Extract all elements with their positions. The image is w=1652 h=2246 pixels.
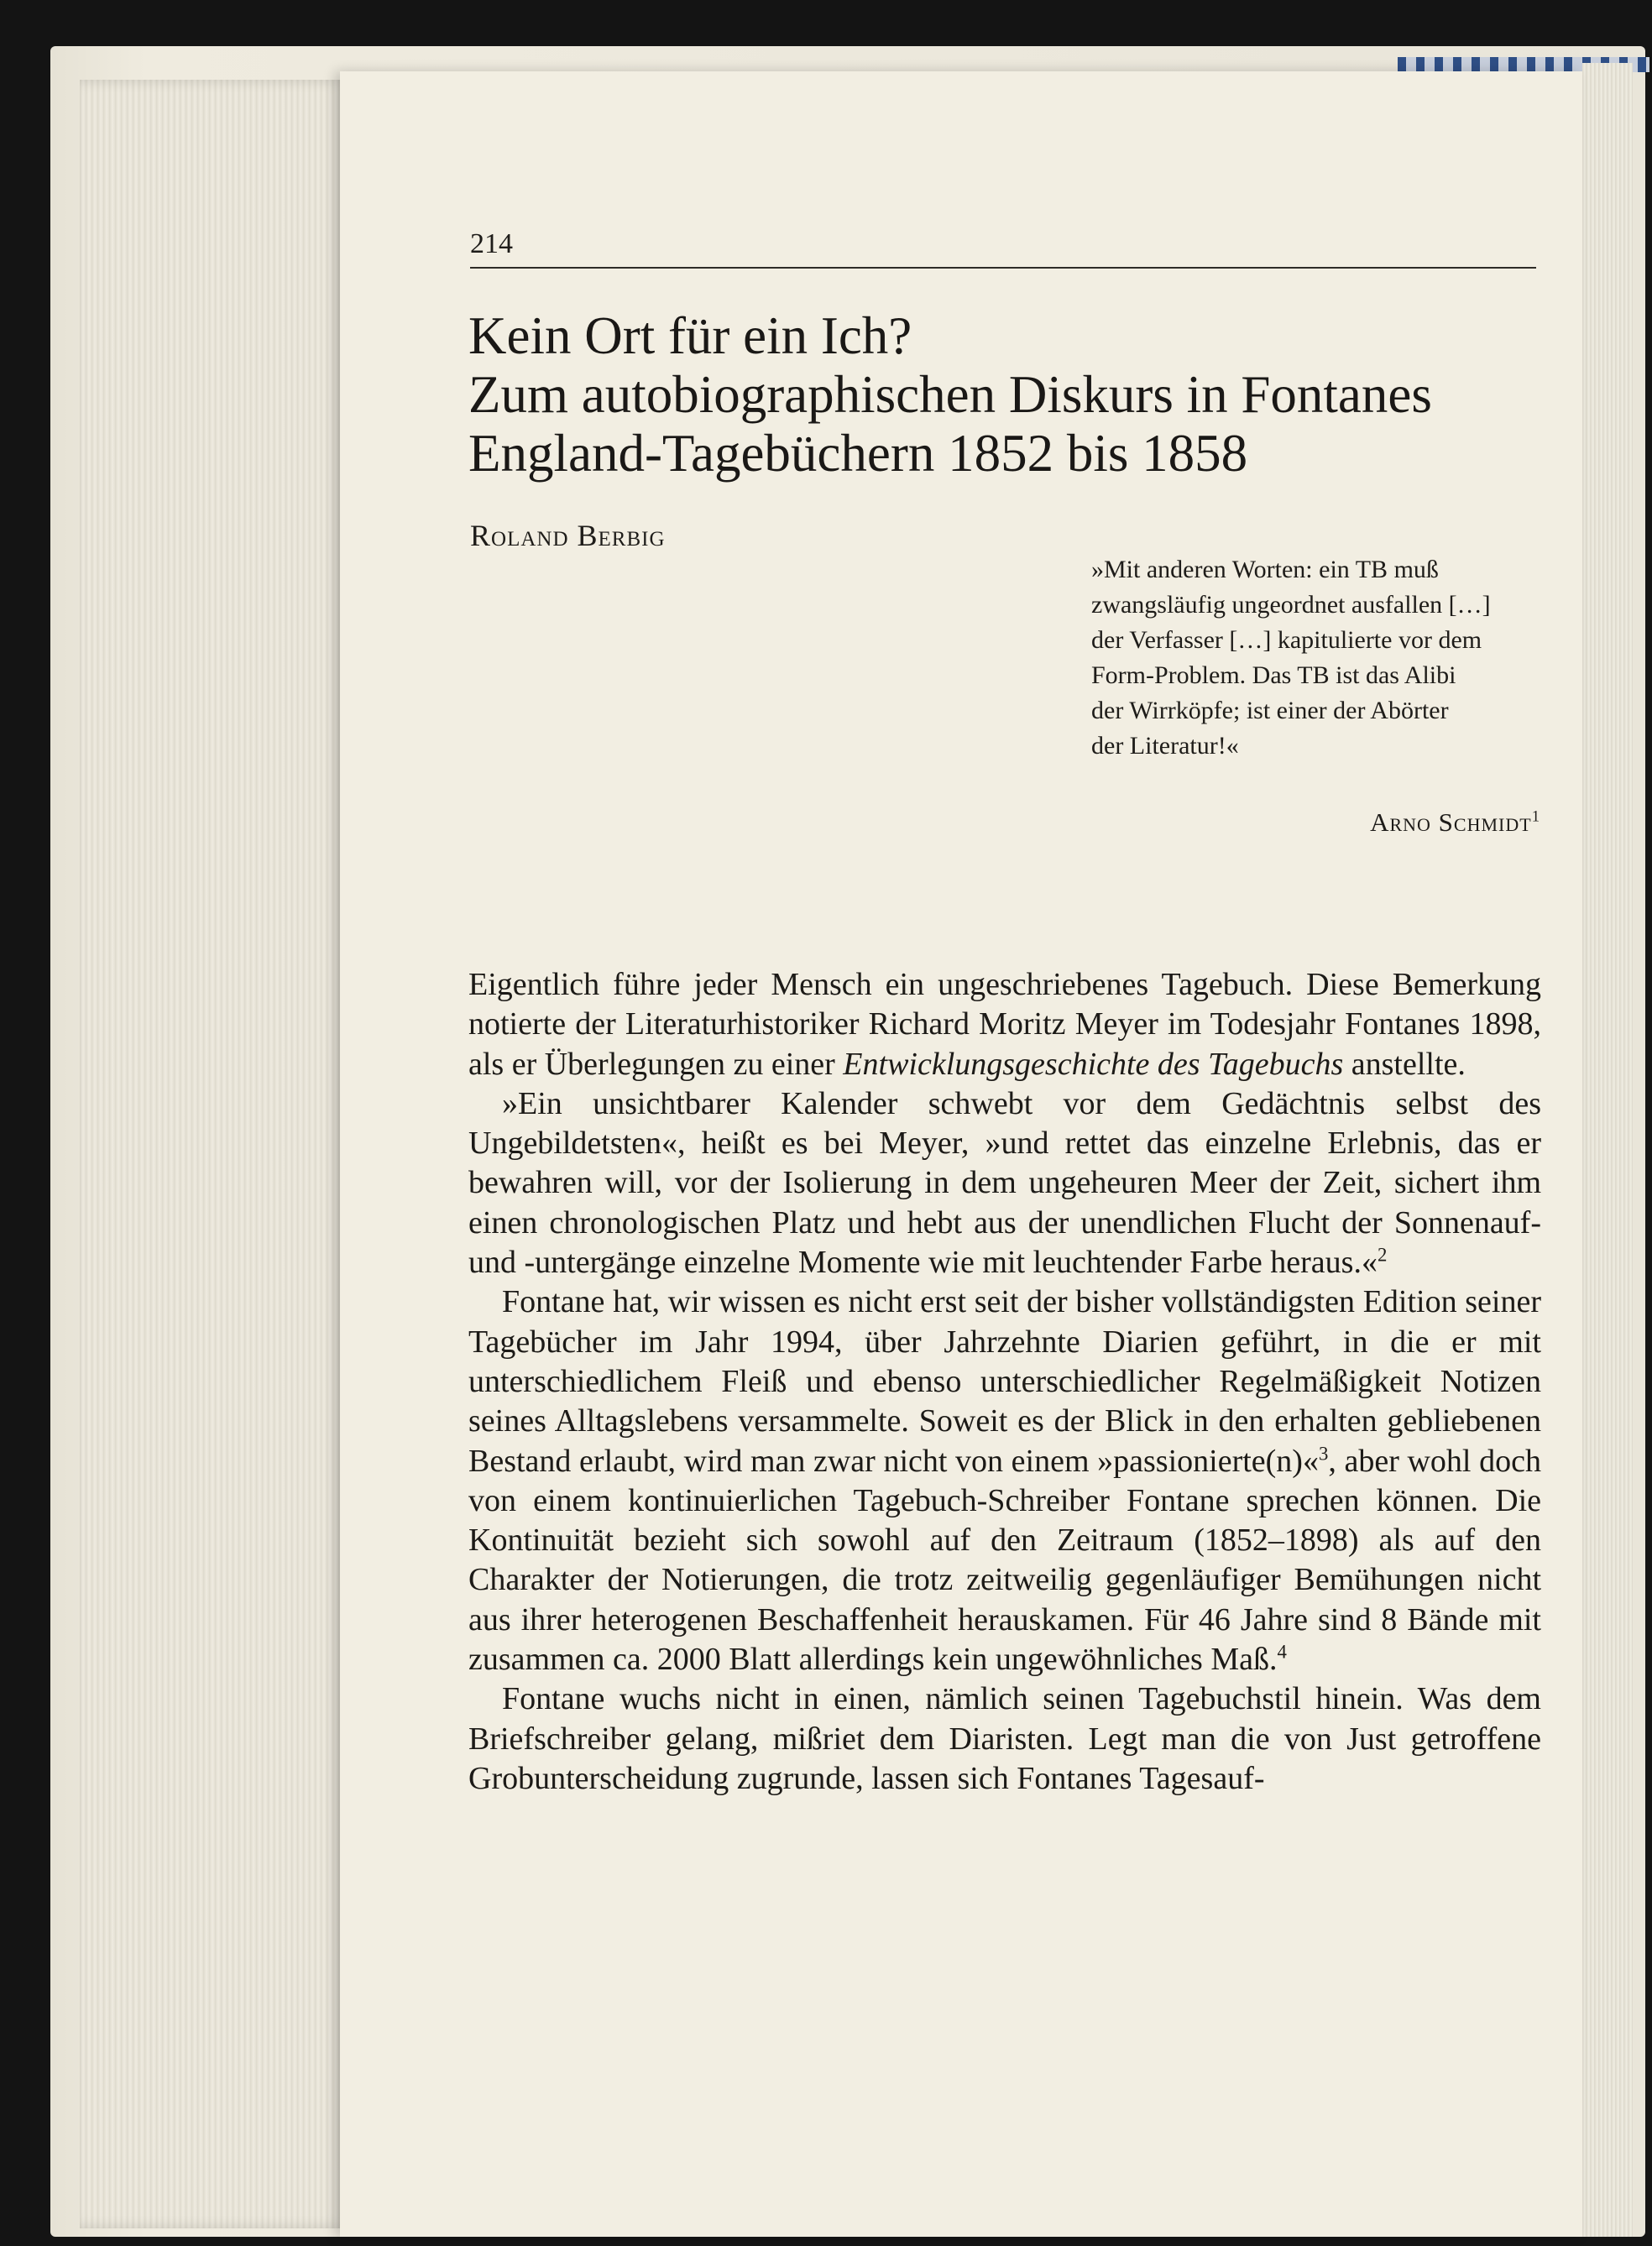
body-text [468,965,1541,1799]
title-line: Zum autobiographischen Diskurs in Fontanes [468,365,1432,424]
text-run: , aber wohl doch von einem kontinuierlichen Tagebuch-Schreiber Fontane sprechen können. Die Kontinuität bezieht sich sowohl auf den Zeitraum (1852–1898) als auf den Charakter der Notierungen, die trotz zeitweilig gegenläufiger Bemühungen nicht aus ihrer heterogenen Beschaffenheit herauskamen. Für 46 Jahre sind 8 Bände mit zusammen ca. 2000 Blatt allerdings kein ungewöhnliches Maß. [468,1443,1541,1678]
paragraph [468,1679,1541,1799]
text-run: Fontane wuchs nicht in einen, nämlich seinen Tagebuchstil hinein. Was dem Briefschreiber gelang, mißriet dem Diaristen. Legt man die von Just getroffene Grobunterscheidung zugrunde, lassen sich Fontanes Tagesauf- [468,1681,1541,1796]
italic-title: Entwicklungsgeschichte des Tagebuchs [843,1046,1344,1082]
text-run: »Ein unsichtbarer Kalender schwebt vor dem Gedächtnis selbst des Ungebildetsten«, heißt es bei Meyer, »und rettet das einzelne Erlebnis, das er bewahren will, vor der Isolierung in dem ungeheuren Meer der Zeit, sichert ihm einen chronologischen Platz und hebt aus der unendlichen Flucht der Sonnenauf- und -untergänge einzelne Momente wie mit leuchtender Farbe heraus.« [468,1085,1541,1281]
footnote-ref: 2 [1377,1244,1388,1266]
text-run: Fontane hat, wir wissen es nicht erst seit der bisher vollständigsten Edition seiner Tagebücher im Jahr 1994, über Jahrzehnte Diarien geführt, in die er mit unterschiedlichem Fleiß und ebenso unterschiedlicher Regelmäßigkeit Notizen seines Alltagslebens versammelte. Soweit es der Blick in den erhalten gebliebenen Bestand erlaubt, wird man zwar nicht von einem »passionierte(n)« [468,1284,1541,1479]
epigraph-source [1091,807,1540,838]
page-number: 214 [470,228,513,259]
paragraph [468,1084,1541,1282]
footnote-ref: 3 [1318,1442,1329,1464]
left-page-edges [80,80,348,2228]
running-header [470,225,1536,269]
epigraph-text: »Mit anderen Worten: ein TB muß zwangsläufig ungeordnet ausfallen […] der Verfasser […] kapitulierte vor dem Form-Problem. Das TB ist das Alibi der Wirrköpfe; ist einer der Abörter der Literatur!« [1091,556,1491,760]
text-run: Eigentlich führe jeder Mensch ein ungeschriebenes Tagebuch. Diese Bemerkung notierte der Literaturhistoriker Richard Moritz Meyer im Todesjahr Fontanes 1898, als er Überlegungen zu einer [468,967,1541,1082]
footnote-ref: 4 [1277,1641,1287,1663]
epigraph [1091,552,1540,764]
right-page-edges [1582,63,1633,2237]
author-name: Roland Berbig [470,519,666,552]
paragraph [468,1282,1541,1679]
paragraph [468,965,1541,1084]
footnote-ref: 1 [1531,807,1540,826]
article-title [468,306,1560,483]
title-line: Kein Ort für ein Ich? [468,306,912,365]
title-line: England-Tagebüchern 1852 bis 1858 [468,424,1248,483]
epigraph-author: Arno Schmidt [1370,807,1532,837]
text-run: anstellte. [1343,1046,1466,1082]
